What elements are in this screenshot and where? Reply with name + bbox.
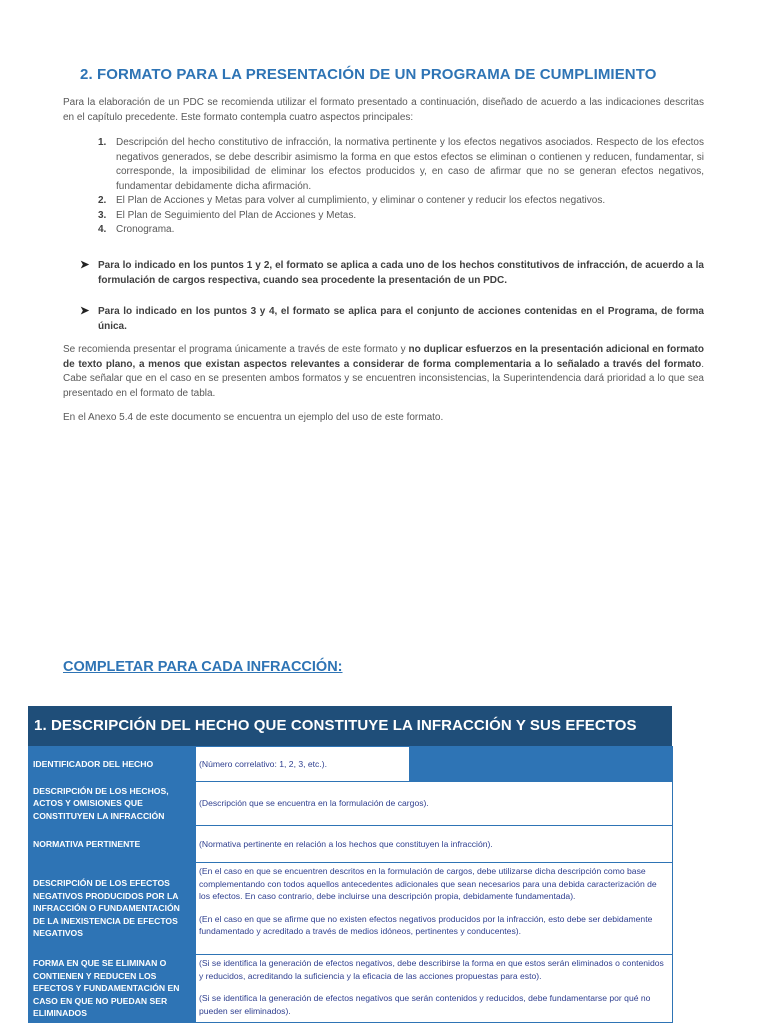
bullet-item xyxy=(80,258,704,288)
row-value-text: (En el caso en que se afirme que no existen efectos negativos producidos por la infracción, esto debe ser debidamente fundamentado y acreditado a través de medios idóneos, pertinentes y conducentes). xyxy=(199,913,653,936)
row-value-text: (En el caso en que se encuentren descritos en la formulación de cargos, debe utilizarse dicha descripción como base complementando con todos aquellos antecedentes adicionales que sean necesarios para una debida caracterización de los efectos. En caso contrario, debe incluirse una descripción propia, debidamente fundamentada). xyxy=(199,866,657,901)
row-label: IDENTIFICADOR DEL HECHO xyxy=(29,747,196,782)
bullet-text: Para lo indicado en los puntos 3 y 4, el formato se aplica para el conjunto de acciones contenidas en el Programa, de forma única. xyxy=(98,306,704,332)
list-item xyxy=(98,194,704,209)
infraction-table xyxy=(28,706,672,1023)
bullet-item xyxy=(80,304,704,334)
row-value: (Descripción que se encuentra en la formulación de cargos). xyxy=(196,782,673,826)
table-row xyxy=(29,782,673,826)
table-row xyxy=(29,863,673,955)
subtitle: COMPLETAR PARA CADA INFRACCIÓN: xyxy=(63,659,343,675)
aspects-list xyxy=(98,136,704,238)
list-text: Cronograma. xyxy=(116,224,175,235)
row-value: (Normativa pertinente en relación a los hechos que constituyen la infracción). xyxy=(196,826,673,863)
table-header: 1. DESCRIPCIÓN DEL HECHO QUE CONSTITUYE LA INFRACCIÓN Y SUS EFECTOS xyxy=(28,706,672,746)
list-text: Descripción del hecho constitutivo de infracción, la normativa pertinente y los efectos negativos asociados. Respecto de los efectos negativos generados, se debe describir asimismo la forma en que estos efectos se eliminan o contienen y reducen, fundamentar, si corresponde, la imposibilidad de eliminar los efectos producidos y, en caso de afirmar que no se generan efectos negativos, fundamentar debidamente dicha afirmación. xyxy=(116,137,704,192)
recommendation-bold-text: no duplicar esfuerzos en la presentación adicional en formato de texto plano, a menos que existan aspectos relevantes a considerar de forma complementaria a lo señalado a través del formato xyxy=(63,344,704,370)
arrow-bullet-icon: ➤ xyxy=(80,259,90,271)
list-text: El Plan de Acciones y Metas para volver al cumplimiento, y eliminar o contener y reducir los efectos negativos. xyxy=(116,195,606,206)
row-value: (Número correlativo: 1, 2, 3, etc.). xyxy=(196,747,410,782)
row-label: DESCRIPCIÓN DE LOS EFECTOS NEGATIVOS PRODUCIDOS POR LA INFRACCIÓN O FUNDAMENTACIÓN DE LA INEXISTENCIA DE EFECTOS NEGATIVOS xyxy=(29,863,196,955)
list-number: 4. xyxy=(98,224,107,235)
row-value xyxy=(196,863,673,955)
annex-paragraph: En el Anexo 5.4 de este documento se encuentra un ejemplo del uso de este formato. xyxy=(63,412,444,423)
row-label: NORMATIVA PERTINENTE xyxy=(29,826,196,863)
list-item xyxy=(98,136,704,194)
intro-paragraph: Para la elaboración de un PDC se recomienda utilizar el formato presentado a continuación, diseñado de acuerdo a las indicaciones descritas en el capítulo precedente. Este formato contempla cuatro aspectos principales: xyxy=(63,97,704,123)
list-number: 3. xyxy=(98,209,107,221)
row-value xyxy=(196,955,673,1023)
arrow-bullet-icon: ➤ xyxy=(80,305,90,317)
section-title: 2. FORMATO PARA LA PRESENTACIÓN DE UN PROGRAMA DE CUMPLIMIENTO xyxy=(80,66,657,83)
list-text: El Plan de Seguimiento del Plan de Acciones y Metas. xyxy=(116,209,357,221)
recommendation-text-end: . Cabe señalar que en el caso en se presenten ambos formatos y se encuentren inconsistencias, la Superintendencia dará prioridad a lo que sea presentado en el formato de tabla. xyxy=(63,358,704,399)
table-grid xyxy=(28,746,673,1023)
row-label: FORMA EN QUE SE ELIMINAN O CONTIENEN Y REDUCEN LOS EFECTOS Y FUNDAMENTACIÓN EN CASO EN QUE NO PUEDAN SER ELIMINADOS xyxy=(29,955,196,1023)
bullet-text: Para lo indicado en los puntos 1 y 2, el formato se aplica a cada uno de los hechos constitutivos de infracción, de acuerdo a la formulación de cargos respectiva, cuando sea procedente la presentación de un PDC. xyxy=(98,260,704,286)
recommendation-text: Se recomienda presentar el programa únicamente a través de este formato y xyxy=(63,344,409,355)
row-label: DESCRIPCIÓN DE LOS HECHOS, ACTOS Y OMISIONES QUE CONSTITUYEN LA INFRACCIÓN xyxy=(29,782,196,826)
table-row xyxy=(29,747,673,782)
list-number: 1. xyxy=(98,137,107,148)
row-value-text: (Si se identifica la generación de efectos negativos, debe describirse la forma en que estos serán eliminados o contenidos y reducidos, acreditando la suficiencia y la eficacia de las acciones propuestas para esto). xyxy=(199,958,664,981)
list-item xyxy=(98,209,704,224)
table-row xyxy=(29,955,673,1023)
table-row xyxy=(29,826,673,863)
row-value-text: (Si se identifica la generación de efectos negativos que serán contenidos y reducidos, debe fundamentarse por qué no pueden ser eliminados). xyxy=(199,993,651,1016)
recommendation-paragraph xyxy=(63,343,704,401)
list-number: 2. xyxy=(98,195,107,206)
row-filler xyxy=(410,747,673,782)
list-item xyxy=(98,223,704,238)
